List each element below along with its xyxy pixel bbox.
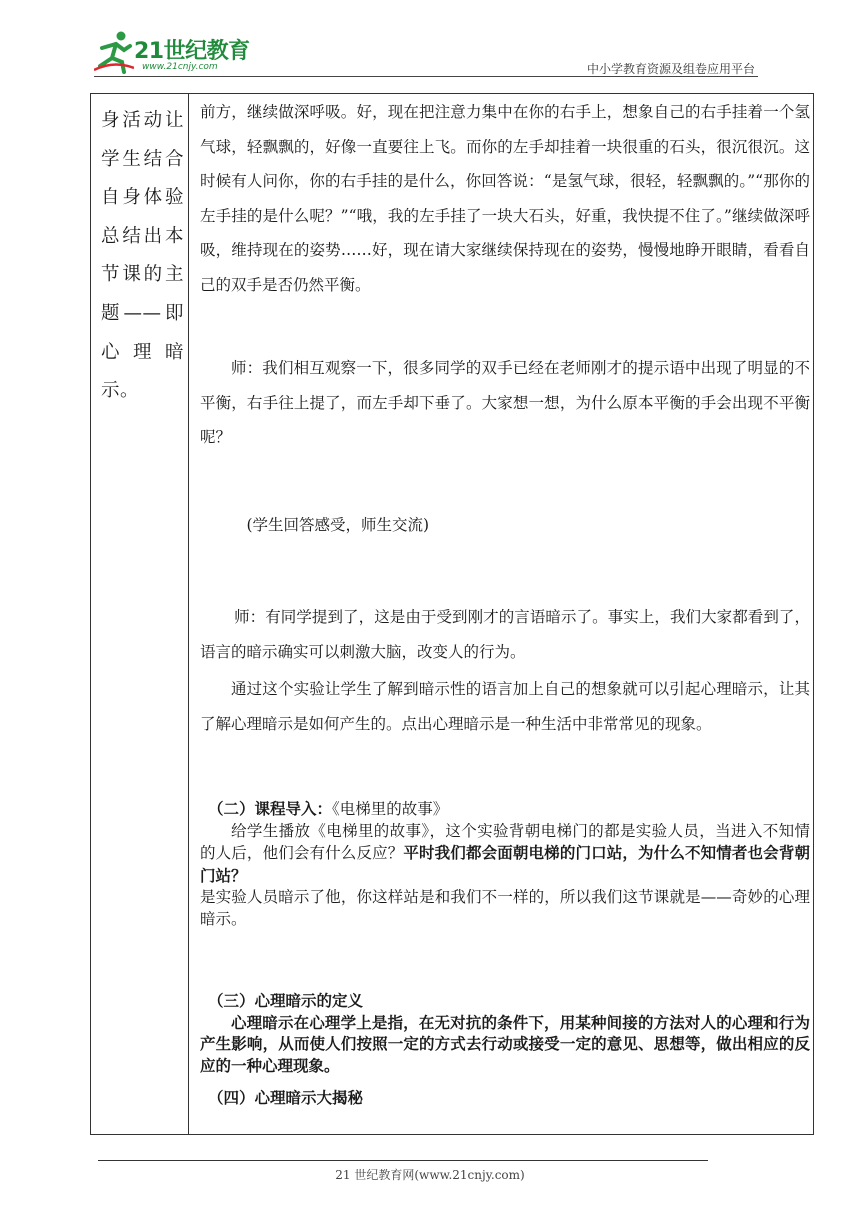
runner-logo-icon: [94, 30, 134, 74]
intent-line: 身活动让: [101, 110, 184, 131]
platform-title: 中小学教育资源及组卷应用平台: [586, 62, 755, 76]
section-title: （二）课程导入：: [208, 799, 333, 818]
logo-text: 21世纪教育: [134, 39, 250, 64]
page-header: [0, 0, 860, 80]
paragraph-teacher-question: 师：我们相互观察一下，很多同学的双手已经在老师刚才的提示语中出现了明显的不平衡，右手往上提了，而左手却下垂了。大家想一想，为什么原本平衡的手会出现不平衡呢？: [200, 359, 810, 446]
lead-in-question: 平时我们都会面朝电梯的门口站，为什么不知情者也会背朝门站？: [200, 843, 810, 885]
lesson-table: [90, 93, 814, 1135]
intent-line: 总结出本: [101, 225, 184, 247]
lead-in-text: [200, 821, 810, 888]
definition-text: 心理暗示在心理学上是指，在无对抗的条件下，用某种间接的方法对人的心理和行为产生影响，从而使人们按照一定的方式去行动或接受一定的意见、思想等，做出相应的反应的一种心理现象。: [200, 1012, 810, 1075]
design-intent-cell: [91, 94, 189, 1134]
section-lead-in: [200, 798, 810, 930]
footer-divider: [98, 1160, 708, 1161]
lead-in-conclusion: 是实验人员暗示了他，你这样站是和我们不一样的，所以我们这节课就是——奇妙的心理暗示。: [200, 888, 810, 928]
section-title: （四）心理暗示大揭秘: [208, 1088, 364, 1107]
intent-line: 自身体验: [101, 187, 184, 209]
intent-line: 示。: [101, 380, 140, 402]
teaching-process-cell: [192, 94, 812, 1134]
paragraph-teacher-explanation: 师：有同学提到了，这是由于受到刚才的言语暗示了。事实上，我们大家都看到了，语言的暗示确实可以刺激大脑，改变人的行为。: [200, 608, 810, 661]
site-logo[interactable]: [94, 30, 264, 78]
paragraph-exercise: 前方，继续做深呼吸。好，现在把注意力集中在你的右手上，想象自己的右手挂着一个氢气球，轻飘飘的，好像一直要往上飞。而你的左手却挂着一块很重的石头，很沉很沉。这时候有人问你，你的右手挂的是什么，你回答说：“是氢气球，很轻，轻飘飘的。”“那你的左手挂的是什么呢？”“哦，我的左手挂了一块大石头，好重，我快提不住了。”继续做深呼吸，维持现在的姿势……好，现在请大家继续保持现在的姿势，慢慢地睁开眼睛，看看自己的双手是否仍然平衡。: [200, 103, 810, 294]
intent-line: 题——即: [101, 302, 184, 324]
section-definition: [200, 990, 810, 1076]
intent-line: 心 理 暗: [101, 341, 184, 363]
design-intent-text: [91, 94, 188, 411]
footer-link[interactable]: 21 世纪教育网(www.21cnjy.com): [335, 1168, 525, 1182]
header-divider: [94, 76, 758, 77]
lead-in-text-a: 给学生播放《电梯里的故事》，这个实验背朝电梯门的都是实验人员，当进入不知情的人后，他们会有什么反应？: [200, 821, 810, 862]
section-title-story: 《电梯里的故事》: [332, 800, 449, 818]
logo-url: www.21cnjy.com: [142, 62, 218, 72]
paragraph-student-response: (学生回答感受，师生交流): [246, 516, 430, 534]
intent-line: 学生结合: [101, 148, 184, 170]
section-title: （三）心理暗示的定义: [208, 991, 364, 1010]
intent-line: 节课的主: [101, 264, 184, 286]
paragraph-summary: 通过这个实验让学生了解到暗示性的语言加上自己的想象就可以引起心理暗示，让其了解心理暗示是如何产生的。点出心理暗示是一种生活中非常常见的现象。: [200, 680, 810, 733]
